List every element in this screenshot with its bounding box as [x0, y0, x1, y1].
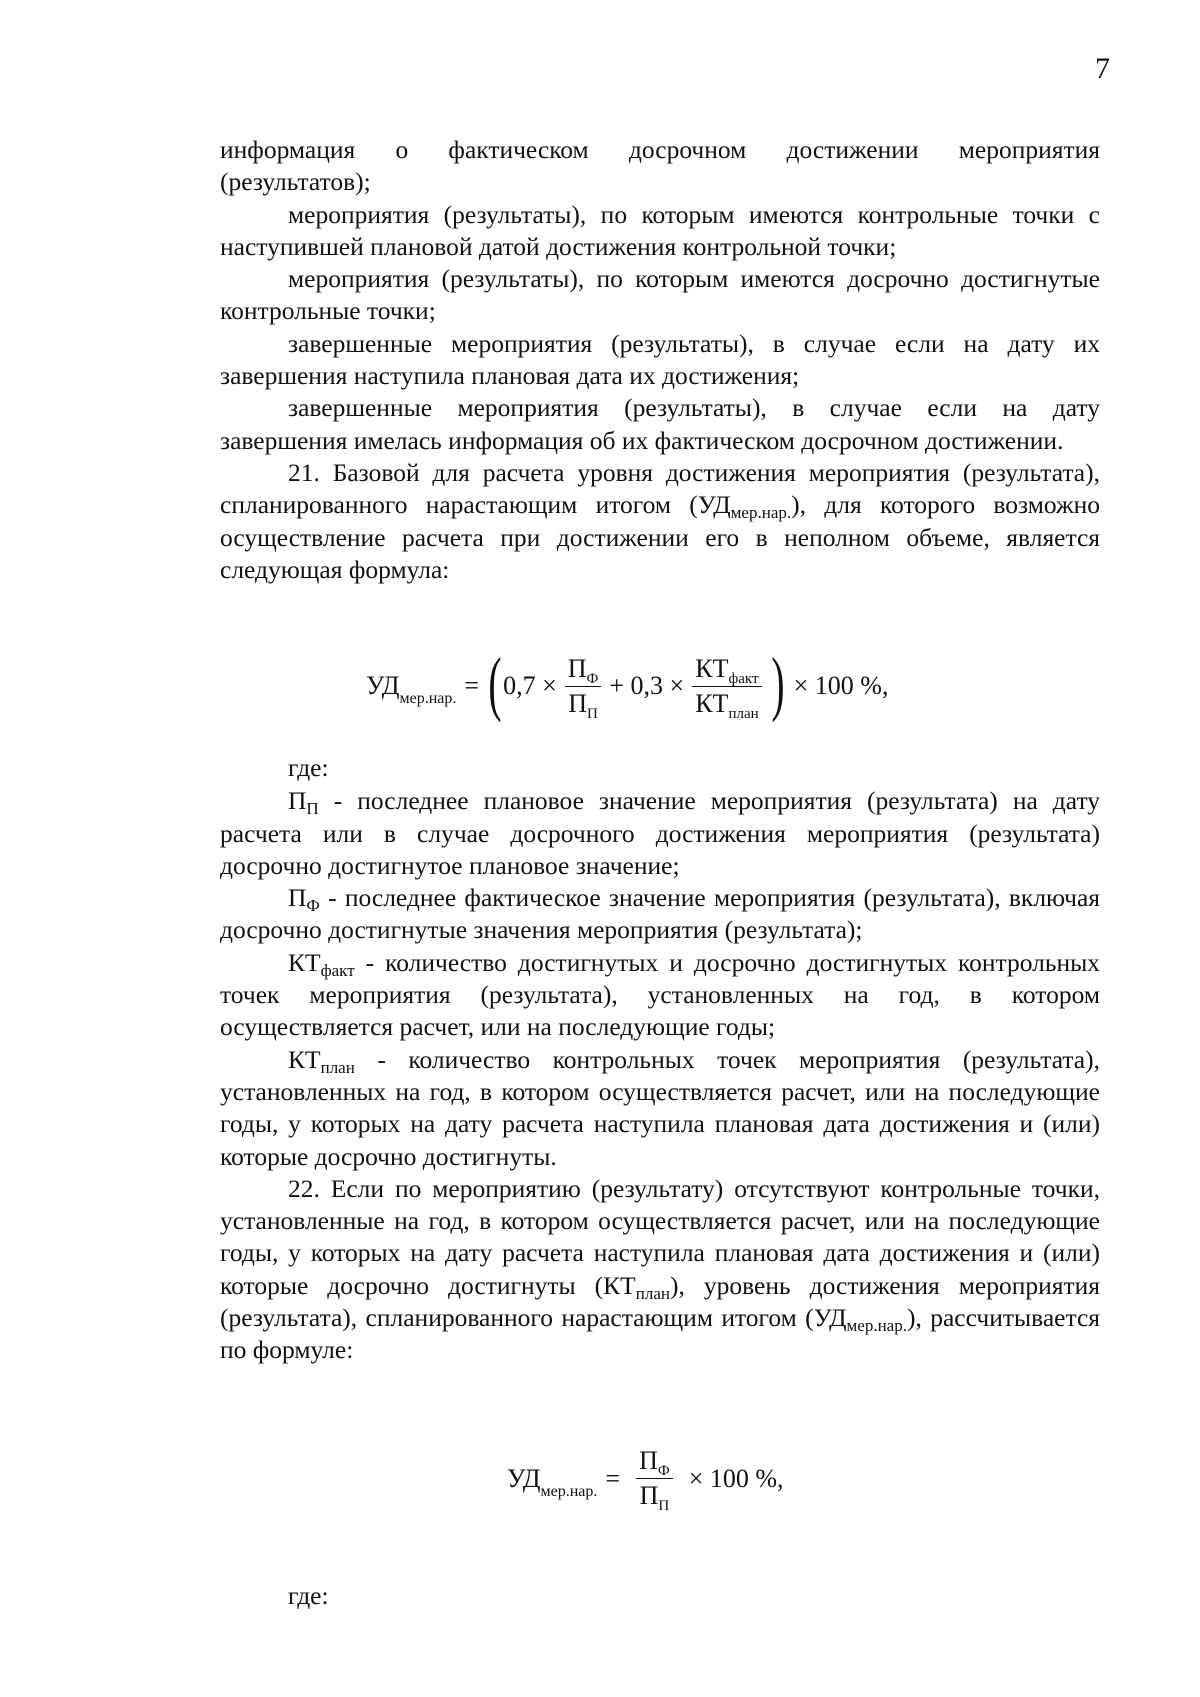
where-label: где: — [288, 753, 329, 782]
text-block-top — [220, 134, 1100, 586]
formula-2 — [507, 1446, 792, 1514]
paragraph-line: информация о фактическом досрочном достижении мероприятия — [220, 135, 1100, 164]
fraction-numerator: $П_Ф$ — [636, 1448, 673, 1479]
paragraph-22: 22. Если по мероприятию (результату) отсутствуют контрольные точки, установленные на год, в котором осуществляется расчет, или на последующие годы, у которых на дату расчета наступила плановая дата достижения и (или) которые досрочно достигнуты $(КТ_{план})$, уровень достижения мероприятия (результата), спланированного нарастающим итогом $(УД_{мер.нар.})$, рассчитывается по формуле: — [220, 1173, 1101, 1365]
page-number: 7 — [1095, 52, 1110, 85]
fraction-numerator: $КТ_{факт}$ — [692, 656, 761, 687]
fraction-denominator: $П_П$ — [639, 1481, 670, 1514]
formula-1-coef-1: 0,7 × — [503, 671, 557, 700]
definition-pf: $П_Ф$ - последнее фактическое значение мероприятия (результата), включая досрочно достигнутые значения мероприятия (результата); — [220, 883, 1100, 945]
list-item: мероприятия (результаты), по которым имеются досрочно достигнутые контрольные точки; — [220, 264, 1100, 326]
formula-1-coef-2: + 0,3 × — [609, 671, 685, 700]
formula-1-fraction-kt — [692, 653, 761, 722]
fraction-denominator: $П_П$ — [568, 688, 598, 722]
formula-2-lhs: $УД_{мер.нар.}$ — [507, 1463, 598, 1500]
paragraph-21-text-b: ), для которого возможно осуществление расчета при достижении его в неполном объеме, является следующая формула: — [220, 490, 1100, 584]
definition-kt-plan: $КТ_{план}$ - количество контрольных точек мероприятия (результата), установленных на год, в котором осуществляется расчет, или на последующие годы, у которых на дату расчета наступила плановая дата достижения и (или) которые досрочно достигнуты. — [220, 1044, 1100, 1171]
text-block-middle — [220, 752, 1100, 1367]
fraction-numerator: $П_Ф$ — [565, 656, 602, 687]
paragraph-21-text-a: 21. Базовой для расчета уровня достижения мероприятия (результата), спланированного нарастающим итогом (УД — [220, 457, 1100, 520]
paragraph-21 — [220, 457, 1100, 586]
where-label-2: где: — [288, 1581, 329, 1610]
list-item: мероприятия (результаты), по которым имеются контрольные точки с наступившей плановой датой достижения контрольной точки; — [220, 199, 1100, 261]
formula-1-lhs: $УД_{мер.нар.}$ — [366, 671, 457, 707]
definition-pp: $П_П$ - последнее плановое значение мероприятия (результата) на дату расчета или в случае досрочного достижения мероприятия (результата) досрочно достигнутое плановое значение; — [220, 786, 1100, 880]
text-block-bottom — [220, 1580, 1100, 1612]
formula-2-fraction — [636, 1446, 673, 1514]
formula-2-tail: × 100 %, — [688, 1463, 784, 1493]
list-item: завершенные мероприятия (результаты), в случае если на дату их завершения наступила плановая дата их достижения; — [220, 328, 1100, 391]
definition-kt-fact: $КТ_{факт}$ - количество достигнутых и досрочно достигнутых контрольных точек мероприятия (результата), установленных на год, в котором осуществляется расчет, или на последующие годы; — [220, 947, 1100, 1042]
paragraph-21-sub: мер.нар. — [730, 503, 792, 523]
list-item: завершенные мероприятия (результаты), в случае если на дату завершения имелась информация об их фактическом досрочном достижении. — [220, 393, 1100, 455]
formula-1-tail: × 100 %, — [793, 671, 889, 700]
formula-1 — [366, 643, 896, 723]
formula-1-fraction-p — [565, 653, 602, 722]
paragraph-line: (результатов); — [220, 167, 371, 197]
formula-1-open-paren: ( — [488, 643, 502, 723]
formula-2-equals: = — [605, 1463, 621, 1493]
formula-1-equals: = — [464, 671, 480, 700]
formula-1-close-paren: ) — [771, 643, 785, 723]
fraction-denominator: $КТ_{план}$ — [695, 688, 759, 722]
